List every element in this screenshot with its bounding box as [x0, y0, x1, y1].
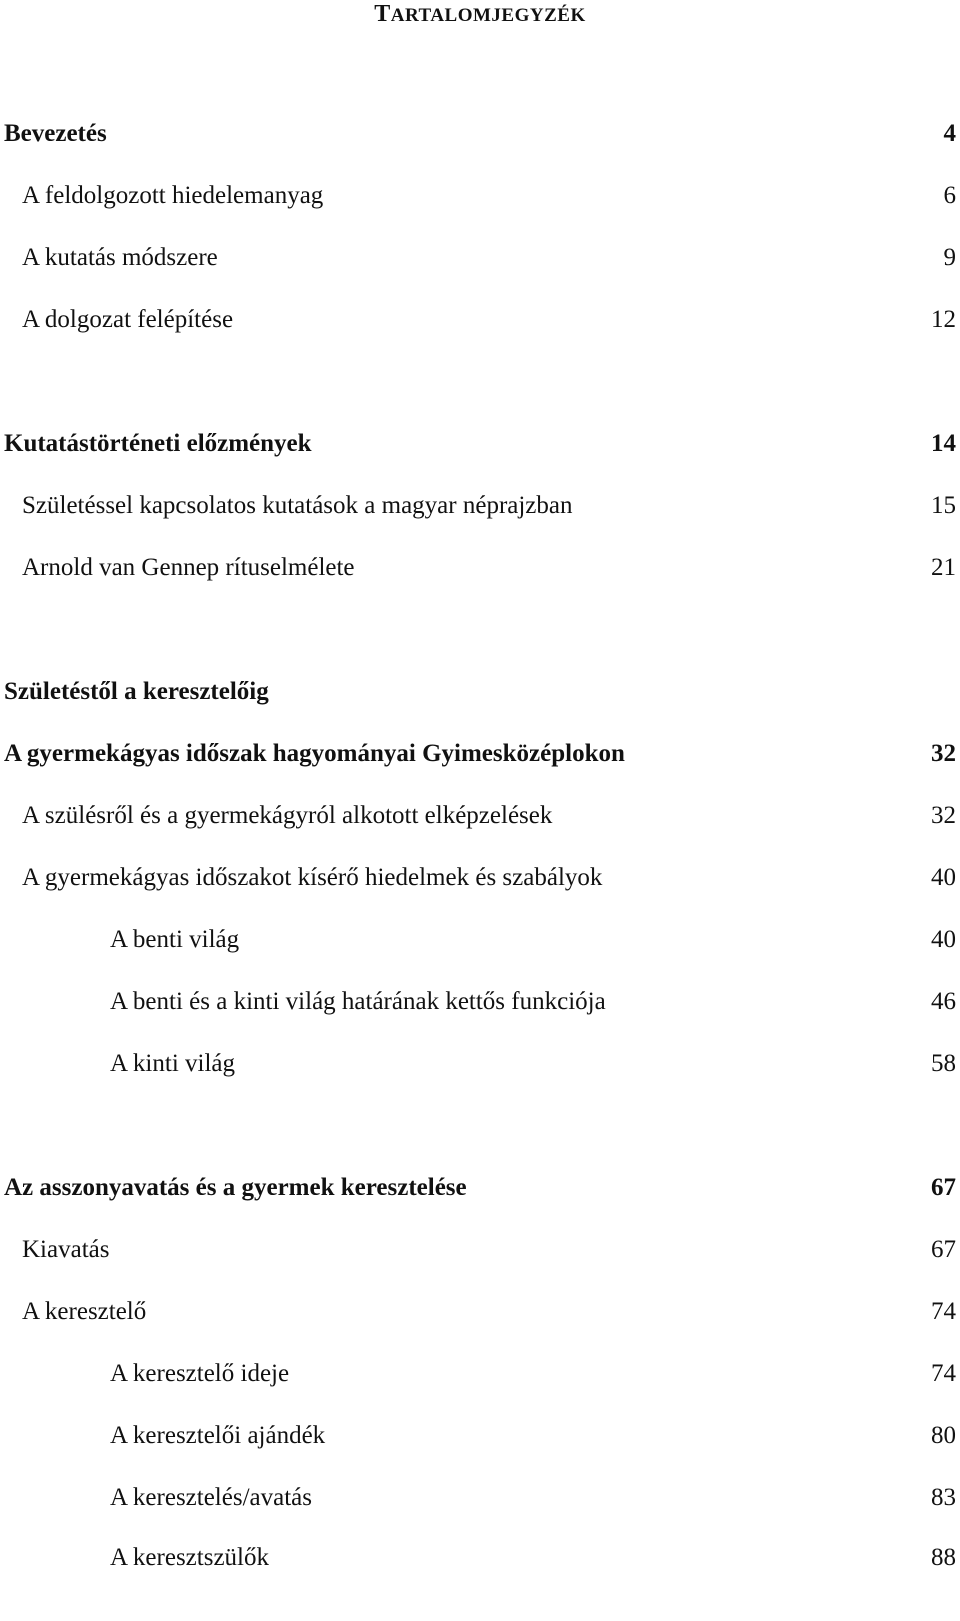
toc-entry [0, 1294, 960, 1330]
toc-entry-page-number: 9 [943, 244, 956, 271]
toc-entry-page-number: 15 [931, 492, 956, 519]
toc-entry-title: A keresztszülők [110, 1544, 269, 1571]
toc-entry [0, 674, 960, 710]
toc-entry-page-number: 12 [931, 306, 956, 333]
toc-entry [0, 922, 960, 958]
toc-entry [0, 984, 960, 1020]
toc-entry [0, 1170, 960, 1206]
toc-entry-page-number: 4 [943, 120, 956, 147]
toc-entry-title: Arnold van Gennep rítuselmélete [22, 554, 355, 581]
toc-entry [0, 302, 960, 338]
toc-entry-page-number: 74 [931, 1298, 956, 1325]
toc-entry-page-number: 21 [931, 554, 956, 581]
toc-entry-page-number: 6 [943, 182, 956, 209]
toc-entry-title: Bevezetés [4, 120, 107, 147]
toc-entry-title: A gyermekágyas időszak hagyományai Gyimesközéplokon [4, 740, 625, 767]
toc-entry-title: A keresztelő ideje [110, 1360, 290, 1387]
toc-entry-title: A keresztelés/avatás [110, 1484, 312, 1511]
toc-entry [0, 1540, 960, 1576]
toc-entry-title: A keresztelői ajándék [110, 1422, 326, 1449]
page-title-rest: ARTALOMJEGYZÉK [390, 5, 586, 26]
toc-entry [0, 798, 960, 834]
page-title-initial: T [374, 1, 391, 27]
toc-entry [0, 550, 960, 586]
toc-entry [0, 1480, 960, 1516]
toc-entry-page-number: 80 [931, 1422, 956, 1449]
toc-entry [0, 1046, 960, 1082]
toc-entry-title: A keresztelő [22, 1298, 147, 1325]
toc-entry [0, 488, 960, 524]
toc-entry-title: A dolgozat felépítése [22, 306, 234, 333]
toc-entry [0, 1418, 960, 1454]
toc-entry [0, 240, 960, 276]
toc-entry-page-number: 46 [931, 988, 956, 1015]
toc-entry-title: Kutatástörténeti előzmények [4, 430, 312, 457]
toc-entry-page-number: 32 [931, 802, 956, 829]
toc-entry-title: A benti világ [110, 926, 240, 953]
toc-entry-title: Az asszonyavatás és a gyermek keresztelése [4, 1174, 467, 1201]
toc-entry-page-number: 40 [931, 926, 956, 953]
toc-entry-page-number: 67 [931, 1236, 956, 1263]
toc-entry-title: A benti és a kinti világ határának kettős funkciója [110, 988, 606, 1015]
toc-entry-title: A szülésről és a gyermekágyról alkotott elképzelések [22, 802, 553, 829]
toc-entry-page-number: 14 [931, 430, 956, 457]
toc-entry [0, 426, 960, 462]
toc-entry-title: A feldolgozott hiedelemanyag [22, 182, 324, 209]
toc-entry-title: A gyermekágyas időszakot kísérő hiedelmek és szabályok [22, 864, 603, 891]
toc-entry-page-number: 58 [931, 1050, 956, 1077]
toc-entry [0, 1232, 960, 1268]
toc-entry [0, 1356, 960, 1392]
toc-entry [0, 178, 960, 214]
toc-entry [0, 116, 960, 152]
toc-entry-title: Születéssel kapcsolatos kutatások a magyar néprajzban [22, 492, 573, 519]
toc-entry-page-number: 83 [931, 1484, 956, 1511]
toc-entry [0, 736, 960, 772]
toc-entry [0, 860, 960, 896]
toc-entry-page-number: 88 [931, 1544, 956, 1571]
toc-entry-page-number: 74 [931, 1360, 956, 1387]
toc-entry-title: A kutatás módszere [22, 244, 218, 271]
toc-entry-page-number: 67 [931, 1174, 956, 1201]
toc-entry-title: Születéstől a keresztelőig [4, 678, 269, 705]
toc-entry-title: Kiavatás [22, 1236, 110, 1263]
toc-entry-page-number: 40 [931, 864, 956, 891]
toc-entry-title: A kinti világ [110, 1050, 235, 1077]
toc-entry-page-number: 32 [931, 740, 956, 767]
